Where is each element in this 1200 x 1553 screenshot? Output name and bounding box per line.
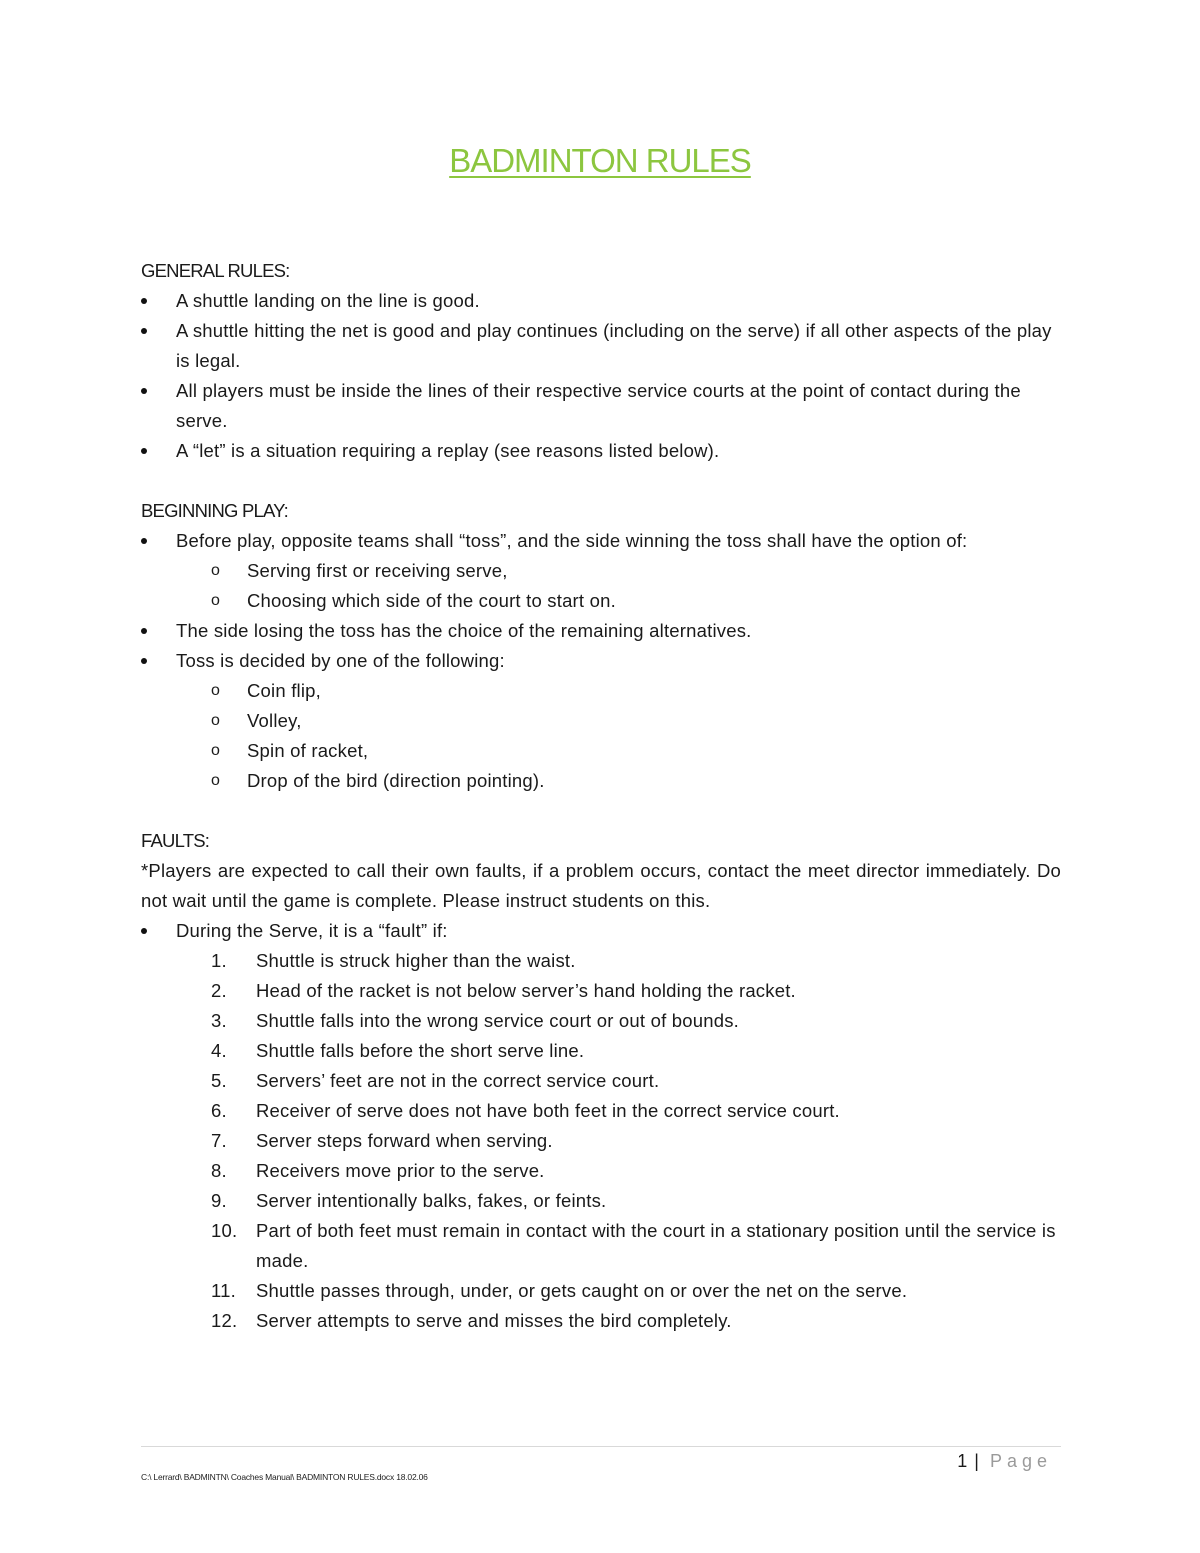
list-item: o Volley, — [141, 706, 1061, 736]
list-item: 11. Shuttle passes through, under, or gets caught on or over the net on the serve. — [211, 1280, 908, 1301]
list-item: o Coin flip, — [141, 676, 1061, 706]
list-item: Toss is decided by one of the following: — [141, 646, 1061, 676]
list-item: 12. Server attempts to serve and misses the bird completely. — [211, 1310, 732, 1331]
list-item: 5. Servers’ feet are not in the correct service court. — [211, 1070, 660, 1091]
beginning-play-list — [141, 526, 1061, 556]
list-item: 4. Shuttle falls before the short serve line. — [211, 1040, 585, 1061]
beginning-play-heading: BEGINNING PLAY: — [141, 500, 289, 521]
toss-methods-list — [141, 676, 1061, 796]
faults-list — [141, 916, 1061, 946]
list-item: Before play, opposite teams shall “toss”, and the side winning the toss shall have the option of: — [141, 526, 1061, 556]
bullet-icon — [141, 298, 147, 304]
list-item: 1. Shuttle is struck higher than the waist. — [211, 950, 576, 971]
spacer — [141, 796, 1061, 826]
list-item: A “let” is a situation requiring a replay (see reasons listed below). — [141, 436, 1061, 466]
beginning-play-list-cont — [141, 616, 1061, 676]
list-item: 3. Shuttle falls into the wrong service court or out of bounds. — [211, 1010, 739, 1031]
general-rules-heading: GENERAL RULES: — [141, 260, 290, 281]
bullet-icon — [141, 388, 147, 394]
page-number — [957, 1451, 1052, 1472]
list-item: o Drop of the bird (direction pointing). — [141, 766, 1061, 796]
list-item: o Spin of racket, — [141, 736, 1061, 766]
list-item: 7. Server steps forward when serving. — [211, 1130, 553, 1151]
list-item: 9. Server intentionally balks, fakes, or feints. — [211, 1190, 607, 1211]
document-body — [141, 256, 1061, 1336]
bullet-icon — [141, 658, 147, 664]
list-item: 6. Receiver of serve does not have both feet in the correct service court. — [211, 1100, 840, 1121]
faults-note: *Players are expected to call their own faults, if a problem occurs, contact the meet director immediately. Do not wait until the game is complete. Please instruct students on this. — [141, 860, 1061, 911]
sub-bullet-icon: o — [211, 562, 221, 579]
sub-bullet-icon: o — [211, 592, 221, 609]
spacer — [141, 466, 1061, 496]
bullet-icon — [141, 328, 147, 334]
page-number-separator: | — [974, 1451, 980, 1471]
sub-bullet-icon: o — [211, 742, 221, 759]
list-item: The side losing the toss has the choice of the remaining alternatives. — [141, 616, 1061, 646]
page-title: BADMINTON RULES — [449, 142, 751, 179]
list-item: 2. Head of the racket is not below server’s hand holding the racket. — [211, 980, 796, 1001]
list-item: 10. Part of both feet must remain in contact with the court in a stationary position until the service is made. — [211, 1220, 1056, 1271]
sub-bullet-icon: o — [211, 772, 221, 789]
bullet-icon — [141, 448, 147, 454]
bullet-icon — [141, 628, 147, 634]
serve-faults-list — [141, 946, 1061, 1336]
bullet-icon — [141, 928, 147, 934]
list-item: All players must be inside the lines of their respective service courts at the point of contact during the serve. — [141, 376, 1061, 436]
page-word: Page — [989, 1451, 1052, 1471]
faults-heading: FAULTS: — [141, 830, 210, 851]
page-number-value: 1 — [957, 1451, 969, 1471]
footer-file-path: C:\ Lerrard\ BADMINTN\ Coaches Manual\ BADMINTON RULES.docx 18.02.06 — [141, 1472, 428, 1482]
list-item: o Serving first or receiving serve, — [141, 556, 1061, 586]
list-item: During the Serve, it is a “fault” if: — [141, 916, 1061, 946]
toss-options-list — [141, 556, 1061, 616]
sub-bullet-icon: o — [211, 712, 221, 729]
list-item: 8. Receivers move prior to the serve. — [211, 1160, 545, 1181]
list-item: A shuttle hitting the net is good and play continues (including on the serve) if all other aspects of the play is legal. — [141, 316, 1061, 376]
sub-bullet-icon: o — [211, 682, 221, 699]
footer-divider — [141, 1446, 1061, 1447]
general-rules-list — [141, 286, 1061, 466]
bullet-icon — [141, 538, 147, 544]
list-item: o Choosing which side of the court to start on. — [141, 586, 1061, 616]
list-item: A shuttle landing on the line is good. — [141, 286, 1061, 316]
